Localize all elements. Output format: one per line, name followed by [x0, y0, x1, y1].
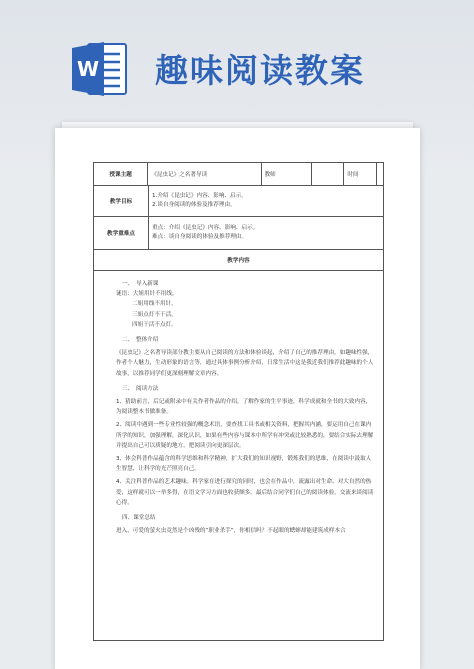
key-points-value: [149, 217, 383, 249]
content-paragraph: 进入，可爱的萤火虫竟然是个凶残的“职业杀手”，你相信吗？不起眼的蟋蟀却能建筑成样本合: [116, 528, 346, 535]
document-title: 趣味阅读教案: [155, 51, 365, 90]
content-paragraph: 二、 整体介绍: [122, 337, 159, 344]
logo-letter: W: [76, 57, 100, 81]
word-logo-icon: [70, 38, 128, 100]
content-paragraph: 谜语：大姐用针不用线，: [116, 291, 178, 298]
goals-value: [149, 186, 383, 216]
teaching-content: [94, 271, 383, 640]
content-paragraph: 二姐用线不用针，: [132, 301, 177, 308]
content-paragraph: 三、 阅读方法: [122, 385, 159, 392]
content-paragraph: 《昆虫记》之名著导读部分教主要从自己阅读的方法和体验谈起，介绍了自己的推荐理由，如趣味性强，作者个人魅力，生动形象的语言等，通过具体事例分析介绍，日常生活中这是我近我们推荐此趣味的个人故事，以推荐同学们更深刻理解文章内容。: [116, 350, 374, 377]
content-paragraph: 1、猜助前言，后记或附录中有关作者作品的介绍，了解作家的生平事迹，科学成就和全书的大致内容，为阅读整本书做准备。: [116, 399, 372, 416]
content-paragraph: 2、阅读中遇到一些专业性较强的概念术语，要查找工具书或相关资料，把握其内涵，要运用自己在课内所学的知识，加强理解，深化认识，如果有些内容与课本中所学有冲突或比较熟悉的，要结合实际去理解并提出自己可以质疑的地方，把阅读引向更深层次。: [116, 422, 374, 449]
header: [0, 0, 474, 115]
key-points-label: 教学重难点: [94, 217, 149, 249]
goals-line: 1.介绍《昆虫记》内容、影响、启示。: [152, 193, 247, 199]
content-paragraph: 三姐点灯不干活，: [132, 311, 177, 318]
content-paragraph: 四、课堂总结: [122, 515, 156, 522]
teacher-label: 教师: [262, 163, 312, 185]
table-row-topic: [94, 163, 383, 186]
document-page: [55, 128, 420, 669]
content-paragraph: 4、关注科普作品的艺术趣味。科学家在进行探究的同时，也会在作品中，流露出对生命、对大自然的热爱，这样就可以一举多得，在语文学习方面也收获颇多。最后结合同学们自己的阅读体验，交流来谈阅读心得。: [116, 479, 374, 506]
key-points-line: 难点：谈自身阅读的体验及推荐理由。: [152, 234, 248, 240]
topic-label: 授课主题: [94, 163, 148, 185]
content-paragraph: 3、体会科普作品蕴含的科学思维和科学精神，扩大我们的知识视野，锻炼我们的思维，在阅读中汲取人生智慧，让科学的光芒照亮自己。: [116, 456, 372, 473]
table-row-content-head: [94, 250, 383, 271]
goals-line: 2.谈自身阅读的体验及推荐理由。: [152, 202, 236, 208]
table-row-content: [94, 271, 383, 640]
lesson-plan-table: [93, 162, 384, 641]
table-row-goals: [94, 186, 383, 217]
key-points-line: 重点：介绍《昆虫记》内容、影响、启示。: [152, 225, 259, 231]
table-row-key-points: [94, 217, 383, 250]
teacher-value: [312, 163, 345, 185]
time-label: 时间: [344, 163, 377, 185]
time-value: [377, 163, 383, 185]
goals-label: 教学目标: [94, 186, 149, 216]
topic-value: 《昆虫记》之名著导读: [148, 163, 261, 185]
content-paragraph: 四姐干活不点灯。: [132, 321, 177, 328]
content-heading: 教学内容: [227, 258, 250, 264]
content-paragraph: 一、 导入新课: [122, 281, 159, 287]
